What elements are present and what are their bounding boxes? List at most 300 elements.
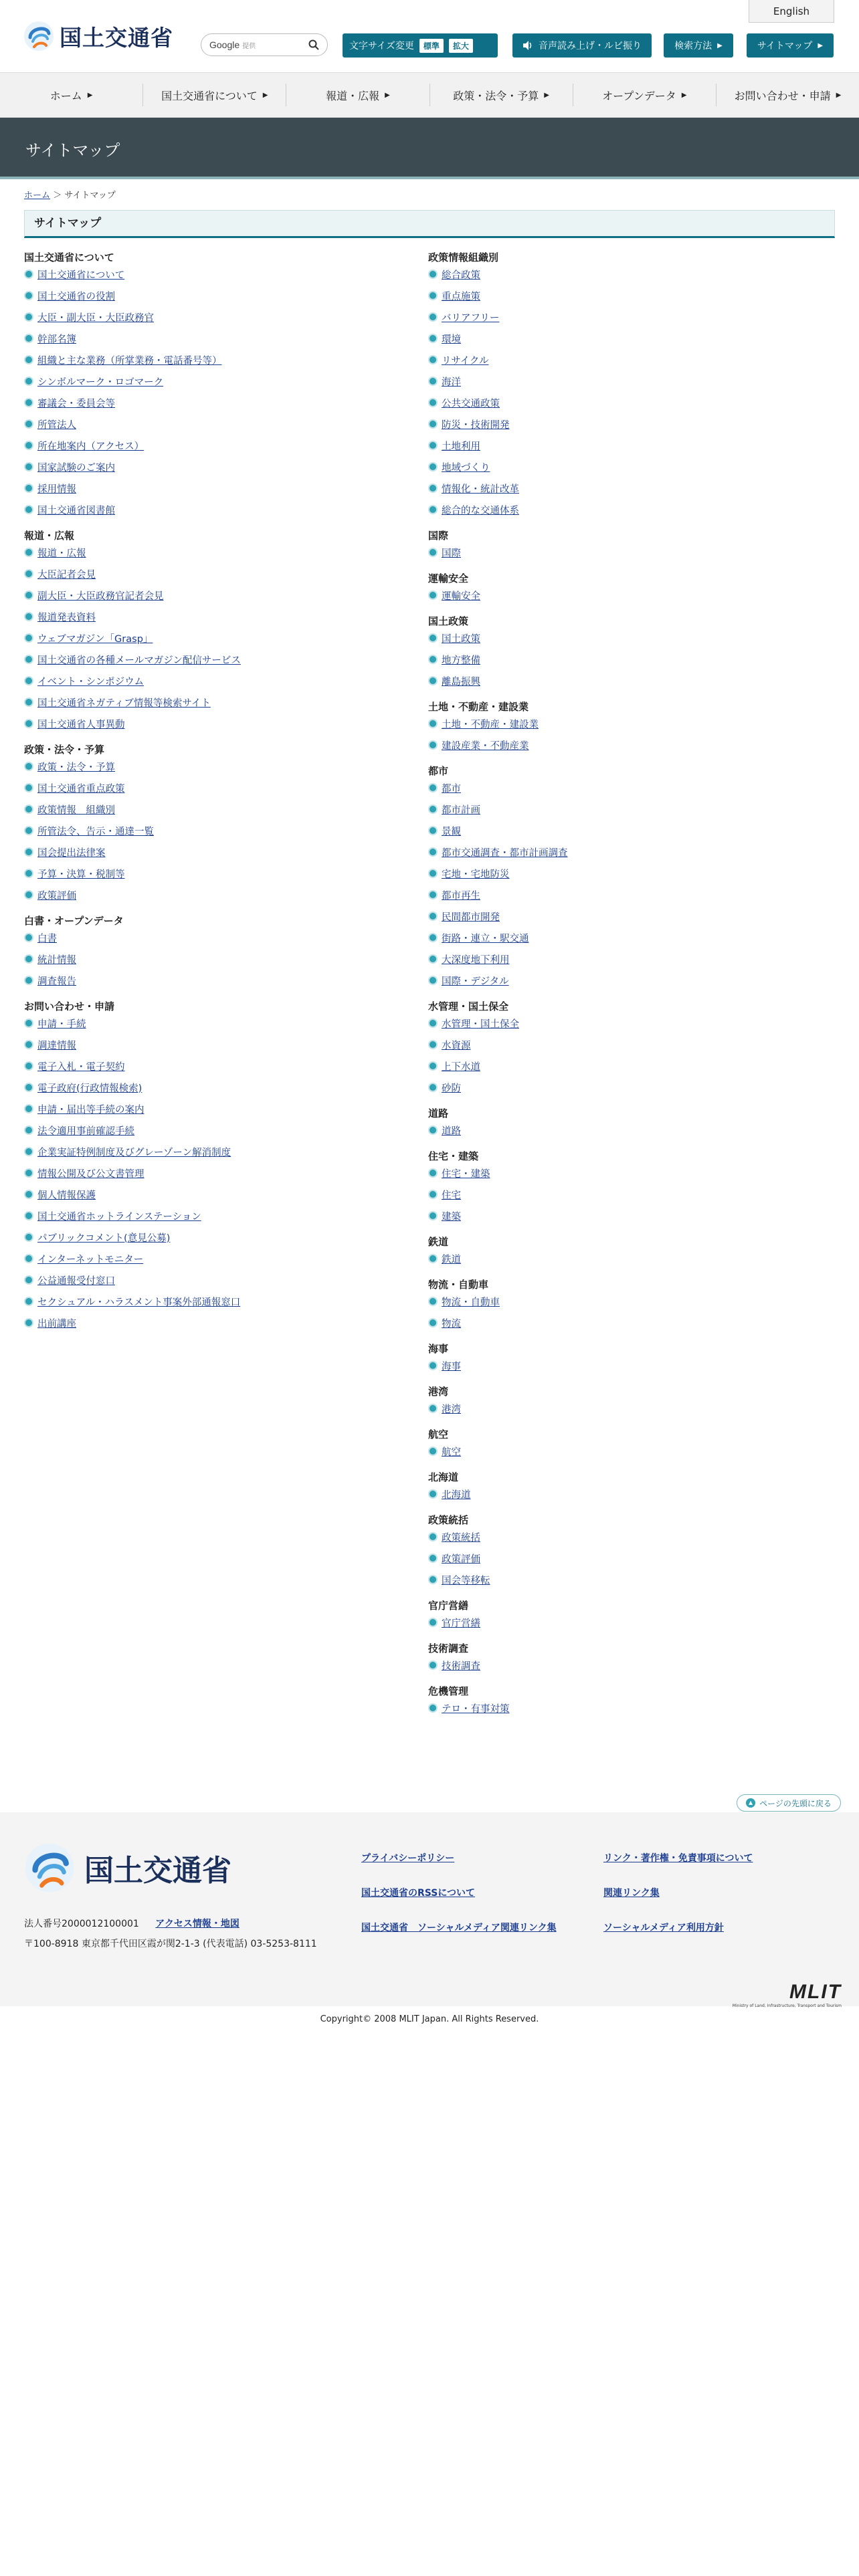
bullet-icon: [24, 783, 33, 792]
sitemap-group-title: 物流・自動車: [428, 1279, 489, 1291]
sitemap-link[interactable]: リサイクル: [442, 355, 489, 366]
sitemap-group-title: お問い合わせ・申請: [24, 1000, 115, 1012]
voice-reader-label: 音声読み上げ・ルビ振り: [539, 41, 642, 51]
sitemap-link[interactable]: バリアフリー: [442, 312, 500, 324]
sitemap-link[interactable]: 調達情報: [37, 1040, 76, 1051]
sitemap-item: [24, 649, 412, 670]
sitemap-link[interactable]: 国家試験のご案内: [37, 462, 115, 473]
sitemap-link[interactable]: 砂防: [442, 1083, 461, 1094]
sitemap-group-title: 土地・不動産・建設業: [428, 701, 529, 713]
bullet-icon: [428, 783, 438, 792]
arrow-right-icon: ▶: [544, 91, 549, 99]
sitemap-link[interactable]: 鉄道: [442, 1254, 461, 1265]
sitemap-group-title: 都市: [428, 765, 449, 777]
back-to-top-button[interactable]: [737, 1794, 841, 1812]
sitemap-item: [428, 542, 816, 563]
sitemap-item: [24, 1269, 412, 1291]
sitemap-item: [24, 798, 412, 820]
bullet-icon: [24, 1040, 33, 1049]
site-footer: [0, 1812, 859, 2006]
speaker-icon: [522, 41, 533, 50]
sitemap-group: [24, 250, 412, 520]
social-media-links-link[interactable]: 国土交通省 ソーシャルメディア関連リンク集: [361, 1923, 557, 1933]
sitemap-link[interactable]: 審議会・委員会等: [37, 398, 115, 409]
bullet-icon: [24, 591, 33, 600]
sitemap-button[interactable]: [747, 33, 834, 58]
search-icon[interactable]: [308, 39, 319, 50]
bullet-icon: [428, 1040, 438, 1049]
sitemap-link[interactable]: 海事: [442, 1361, 461, 1372]
mlit-wordmark: [733, 1981, 842, 2008]
sitemap-right-column: [428, 250, 816, 1727]
sitemap-link[interactable]: 報道発表資料: [37, 612, 96, 623]
breadcrumb-home-link[interactable]: ホーム: [24, 191, 51, 201]
sitemap-item: [428, 499, 816, 520]
bullet-icon: [24, 676, 33, 685]
bullet-icon: [428, 1404, 438, 1413]
bullet-icon: [24, 1211, 33, 1220]
sitemap-link[interactable]: 大臣記者会見: [37, 569, 96, 580]
sitemap-label: サイトマップ: [757, 41, 813, 51]
sitemap-link[interactable]: 電子入札・電子契約: [37, 1061, 125, 1073]
bullet-icon: [24, 1254, 33, 1263]
sitemap-link[interactable]: 運輸安全: [442, 591, 480, 602]
sitemap-item: [428, 1012, 816, 1034]
bullet-icon: [24, 1083, 33, 1092]
bullet-icon: [24, 548, 33, 557]
sitemap-link[interactable]: 街路・連立・駅交通: [442, 933, 529, 944]
sitemap-link[interactable]: 国際・デジタル: [442, 976, 509, 987]
mlit-wordmark-text: MLIT: [789, 1981, 842, 2003]
bullet-icon: [24, 933, 33, 942]
sitemap-item: [428, 1162, 816, 1184]
sitemap-link[interactable]: 所在地案内（アクセス）: [37, 441, 145, 452]
sitemap-link[interactable]: 重点施策: [442, 291, 480, 302]
sitemap-link[interactable]: 官庁営繕: [442, 1618, 480, 1629]
sitemap-group: [428, 700, 816, 756]
sitemap-link[interactable]: 都市: [442, 783, 461, 794]
sitemap-group-title: 報道・広報: [24, 530, 75, 542]
sitemap-link[interactable]: 政策統括: [442, 1532, 480, 1543]
bullet-icon: [24, 398, 33, 407]
bullet-icon: [428, 1575, 438, 1584]
bullet-icon: [428, 911, 438, 921]
social-media-policy-link[interactable]: ソーシャルメディア利用方針: [603, 1923, 724, 1933]
sitemap-link[interactable]: 都市計画: [442, 804, 480, 816]
sitemap-link[interactable]: 建築: [442, 1211, 461, 1222]
sitemap-item: [24, 1141, 412, 1162]
sitemap-link[interactable]: 国土交通省図書館: [37, 505, 115, 516]
sitemap-item: [428, 970, 816, 991]
bullet-icon: [24, 441, 33, 450]
sitemap-link[interactable]: 離島振興: [442, 676, 480, 687]
related-links-link[interactable]: 関連リンク集: [603, 1888, 660, 1899]
bullet-icon: [24, 655, 33, 664]
sitemap-item: [428, 841, 816, 863]
sitemap-group: [428, 1684, 816, 1719]
sitemap-group-title: 国土交通省について: [24, 251, 114, 263]
copyright: Copyright© 2008 MLIT Japan. All Rights Reserved.: [320, 2014, 539, 2024]
sitemap-link[interactable]: 政策評価: [442, 1553, 480, 1565]
sitemap-link[interactable]: パブリックコメント(意見公募): [37, 1232, 171, 1244]
sitemap-item: [428, 927, 816, 948]
sitemap-group-title: 官庁営繕: [428, 1600, 469, 1612]
sitemap-item: [24, 413, 412, 435]
sitemap-link[interactable]: 所管法令、告示・通達一覧: [37, 826, 154, 837]
sitemap-link[interactable]: 住宅・建築: [442, 1168, 490, 1180]
page-title: サイトマップ: [25, 141, 120, 160]
sitemap-item: [428, 435, 816, 456]
sitemap-group-title: 政策・法令・予算: [24, 744, 105, 756]
sitemap-link[interactable]: シンボルマーク・ロゴマーク: [37, 377, 164, 388]
bullet-icon: [428, 484, 438, 493]
text-size-large-button[interactable]: 拡大: [449, 39, 473, 53]
sitemap-item: [428, 820, 816, 841]
sitemap-item: [428, 905, 816, 927]
section-heading: サイトマップ: [24, 210, 835, 238]
sitemap-group: [428, 1470, 816, 1505]
sitemap-group: [24, 914, 412, 991]
bullet-icon: [428, 548, 438, 557]
sitemap-link[interactable]: テロ・有事対策: [442, 1703, 510, 1715]
sitemap-link[interactable]: 統計情報: [37, 954, 76, 966]
bullet-icon: [428, 655, 438, 664]
sitemap-link[interactable]: 組織と主な業務（所掌業務・電話番号等）: [37, 355, 222, 366]
google-label: Google: [209, 39, 240, 50]
sitemap-group: [428, 1277, 816, 1333]
sitemap-link[interactable]: 土地・不動産・建設業: [442, 719, 539, 730]
bullet-icon: [24, 462, 33, 471]
bullet-icon: [24, 505, 33, 514]
sitemap-group-title: 国土政策: [428, 615, 469, 627]
sitemap-link[interactable]: インターネットモニター: [37, 1254, 144, 1265]
sitemap-item: [428, 456, 816, 477]
text-size-standard-button[interactable]: 標準: [419, 39, 444, 53]
english-button[interactable]: English: [749, 0, 834, 23]
sitemap-link[interactable]: 個人情報保護: [37, 1190, 96, 1201]
sitemap-item: [24, 756, 412, 777]
bullet-icon: [428, 291, 438, 300]
sitemap-group-title: 住宅・建築: [428, 1150, 479, 1162]
voice-reader-button[interactable]: [512, 33, 652, 58]
sitemap-item: [24, 392, 412, 413]
sitemap-link[interactable]: 海洋: [442, 377, 461, 388]
privacy-policy-link[interactable]: プライバシーポリシー: [361, 1853, 455, 1864]
text-size-label: 文字サイズ変更: [349, 41, 414, 51]
sitemap-item: [24, 627, 412, 649]
bullet-icon: [24, 869, 33, 878]
sitemap-item: [428, 777, 816, 798]
sitemap-link[interactable]: 土地利用: [442, 441, 480, 452]
sitemap-link[interactable]: 景観: [442, 826, 461, 837]
bullet-icon: [24, 612, 33, 621]
footer-address: 〒100-8918 東京都千代田区霞が関2-1-3 (代表電話) 03-5253-8111: [24, 1939, 317, 1949]
sitemap-link[interactable]: 都市交通調査・都市計画調査: [442, 847, 568, 859]
site-header: [0, 0, 859, 72]
footer-logo-text: 国土交通省: [84, 1854, 231, 1888]
sitemap-group-title: 白書・オープンデータ: [24, 915, 124, 927]
sitemap-link[interactable]: 企業実証特例制度及びグレーゾーン解消制度: [37, 1147, 231, 1158]
sitemap-link[interactable]: 情報化・統計改革: [442, 484, 519, 495]
sitemap-item: [428, 1547, 816, 1569]
sitemap-item: [24, 1034, 412, 1055]
sitemap-item: [24, 306, 412, 328]
sitemap-link[interactable]: 国会等移転: [442, 1575, 490, 1586]
sitemap-item: [24, 927, 412, 948]
corp-number: 法人番号2000012100001: [24, 1919, 139, 1929]
sitemap-link[interactable]: 物流: [442, 1318, 461, 1329]
sitemap-item: [24, 1098, 412, 1119]
sitemap-link[interactable]: 報道・広報: [37, 548, 86, 559]
sitemap-link[interactable]: 出前講座: [37, 1318, 76, 1329]
sitemap-link[interactable]: 政策評価: [37, 890, 76, 901]
rss-link[interactable]: 国土交通省のRSSについて: [361, 1888, 476, 1899]
sitemap-link[interactable]: 水資源: [442, 1040, 471, 1051]
sitemap-item: [24, 1205, 412, 1226]
sitemap-link[interactable]: 公共交通政策: [442, 398, 500, 409]
bullet-icon: [24, 419, 33, 429]
sitemap-link[interactable]: 政策情報 組織別: [37, 804, 115, 816]
sitemap-link[interactable]: 国土交通省について: [37, 270, 125, 281]
global-nav: [0, 72, 859, 118]
bullet-icon: [428, 1254, 438, 1263]
bullet-icon: [24, 312, 33, 322]
sitemap-link[interactable]: 国土交通省ホットラインステーション: [37, 1211, 201, 1222]
sitemap-link[interactable]: 住宅: [442, 1190, 461, 1201]
sitemap-link[interactable]: 国土交通省ネガティブ情報等検索サイト: [37, 697, 211, 709]
sitemap-item: [24, 1162, 412, 1184]
bullet-icon: [24, 1190, 33, 1199]
bullet-icon: [428, 826, 438, 835]
sitemap-link[interactable]: 申請・届出等手続の案内: [37, 1104, 145, 1115]
sitemap-group-title: 政策情報組織別: [428, 251, 499, 263]
footer-corp-info: [24, 1917, 240, 1930]
bullet-icon: [428, 419, 438, 429]
sitemap-item: [24, 542, 412, 563]
sitemap-group: [428, 999, 816, 1098]
sitemap-item: [428, 1248, 816, 1269]
sitemap-link[interactable]: 白書: [37, 933, 57, 944]
bullet-icon: [428, 1190, 438, 1199]
mlit-wordmark-sub: Ministry of Land, Infrastructure, Transport and Tourism: [732, 2004, 842, 2008]
bullet-icon: [428, 1446, 438, 1456]
sitemap-link[interactable]: 都市再生: [442, 890, 480, 901]
sitemap-item: [24, 1184, 412, 1205]
sitemap-group: [428, 571, 816, 606]
sitemap-item: [24, 584, 412, 606]
sitemap-group: [428, 1598, 816, 1633]
sitemap-link[interactable]: 上下水道: [442, 1061, 480, 1073]
bullet-icon: [428, 976, 438, 985]
sitemap-link[interactable]: 国土交通省重点政策: [37, 783, 125, 794]
sitemap-link[interactable]: イベント・シンポジウム: [37, 676, 144, 687]
sitemap-link[interactable]: 建設産業・不動産業: [442, 740, 529, 752]
sitemap-item: [24, 328, 412, 349]
sitemap-item: [24, 863, 412, 884]
bullet-icon: [428, 270, 438, 279]
sitemap-link[interactable]: 港湾: [442, 1404, 461, 1415]
bullet-icon: [24, 291, 33, 300]
sitemap-item: [24, 563, 412, 584]
sitemap-link[interactable]: 技術調査: [442, 1660, 480, 1672]
sitemap-link[interactable]: 国土交通省の各種メールマガジン配信サービス: [37, 655, 241, 666]
sitemap-link[interactable]: 幹部名簿: [37, 334, 76, 345]
page-title-band: [0, 118, 859, 179]
sitemap-link[interactable]: 所管法人: [37, 419, 76, 431]
sitemap-link[interactable]: 総合的な交通体系: [442, 505, 519, 516]
sitemap-link[interactable]: 予算・決算・税制等: [37, 869, 125, 880]
sitemap-link[interactable]: 電子政府(行政情報検索): [37, 1083, 142, 1094]
sitemap-link[interactable]: 国土交通省人事異動: [37, 719, 125, 730]
sitemap-item: [428, 1654, 816, 1676]
sitemap-link[interactable]: 総合政策: [442, 270, 480, 281]
sitemap-item: [428, 349, 816, 370]
sitemap-group-title: 北海道: [428, 1471, 459, 1483]
mlit-logo-icon: [23, 19, 54, 53]
sitemap-link[interactable]: 申請・手続: [37, 1018, 86, 1030]
sitemap-link[interactable]: 副大臣・大臣政務官記者会見: [37, 591, 164, 602]
sitemap-item: [428, 1569, 816, 1590]
sitemap-item: [24, 948, 412, 970]
search-method-button[interactable]: [664, 33, 733, 58]
sitemap-group-title: 道路: [428, 1107, 449, 1119]
sitemap-link[interactable]: 物流・自動車: [442, 1297, 500, 1308]
bullet-icon: [24, 334, 33, 343]
bullet-icon: [428, 462, 438, 471]
bullet-icon: [24, 1168, 33, 1178]
sitemap-item: [428, 649, 816, 670]
sitemap-item: [24, 1226, 412, 1248]
sitemap-link[interactable]: 地域づくり: [442, 462, 490, 473]
sitemap-item: [24, 1291, 412, 1312]
sitemap-link[interactable]: 防災・技術開発: [442, 419, 510, 431]
bullet-icon: [24, 1104, 33, 1113]
access-map-link[interactable]: アクセス情報・地図: [155, 1919, 240, 1929]
bullet-icon: [24, 1018, 33, 1028]
gnav-item-about[interactable]: 国土交通省について ▶: [142, 84, 286, 106]
sitemap-link[interactable]: 公益通報受付窓口: [37, 1275, 115, 1287]
sitemap-link[interactable]: 情報公開及び公文書管理: [37, 1168, 145, 1180]
sitemap-link[interactable]: 国土政策: [442, 633, 480, 645]
sitemap-group: [428, 1384, 816, 1419]
back-to-top-label: ページの先頭に戻る: [759, 1798, 832, 1808]
sitemap-item: [24, 841, 412, 863]
sitemap-item: [428, 370, 816, 392]
sitemap-link[interactable]: ウェブマガジン「Grasp」: [37, 633, 153, 645]
sitemap-link[interactable]: 政策・法令・予算: [37, 762, 115, 773]
sitemap-link[interactable]: 地方整備: [442, 655, 480, 666]
gnav-item-home[interactable]: ホーム ▶: [50, 89, 93, 102]
sitemap-link[interactable]: 水管理・国土保全: [442, 1018, 519, 1030]
bullet-icon: [24, 484, 33, 493]
gnav-item-contact[interactable]: お問い合わせ・申請 ▶: [716, 84, 859, 106]
sitemap-group: [428, 1106, 816, 1141]
sitemap-item: [24, 820, 412, 841]
search-box[interactable]: [201, 33, 328, 56]
sitemap-link[interactable]: 大臣・副大臣・大臣政務官: [37, 312, 154, 324]
sitemap-item: [428, 1355, 816, 1376]
sitemap-link[interactable]: 大深度地下利用: [442, 954, 510, 966]
sitemap-link[interactable]: 調査報告: [37, 976, 76, 987]
sitemap-link[interactable]: 道路: [442, 1125, 461, 1137]
sitemap-link[interactable]: 国際: [442, 548, 461, 559]
sitemap-group: [24, 999, 412, 1333]
sitemap-link[interactable]: 国土交通省の役割: [37, 291, 115, 302]
sitemap-link[interactable]: 国会提出法律案: [37, 847, 106, 859]
bullet-icon: [428, 1361, 438, 1370]
sitemap-link[interactable]: 宅地・宅地防災: [442, 869, 510, 880]
sitemap-item: [24, 1248, 412, 1269]
sitemap-item: [24, 1055, 412, 1077]
sitemap-group: [24, 742, 412, 905]
sitemap-item: [428, 285, 816, 306]
sitemap-item: [428, 1055, 816, 1077]
bullet-icon: [24, 1297, 33, 1306]
gnav-item-policy[interactable]: 政策・法令・予算 ▶: [430, 84, 573, 106]
bullet-icon: [428, 505, 438, 514]
bullet-icon: [428, 869, 438, 878]
sitemap-group: [428, 614, 816, 691]
sitemap-item: [428, 477, 816, 499]
bullet-icon: [24, 377, 33, 386]
sitemap-item: [428, 1034, 816, 1055]
bullet-icon: [428, 1168, 438, 1178]
sitemap-group: [428, 528, 816, 563]
arrow-right-icon: ▶: [87, 91, 93, 99]
bullet-icon: [428, 890, 438, 899]
bullet-icon: [428, 1061, 438, 1071]
sitemap-link[interactable]: 北海道: [442, 1489, 471, 1501]
sitemap-link[interactable]: セクシュアル・ハラスメント事案外部通報窓口: [37, 1297, 241, 1308]
arrow-up-icon: ▲: [746, 1798, 755, 1808]
bullet-icon: [428, 1703, 438, 1713]
arrow-right-icon: ▶: [681, 91, 687, 99]
bullet-icon: [428, 1083, 438, 1092]
sitemap-group: [428, 764, 816, 991]
sitemap-link[interactable]: 法令適用事前確認手続: [37, 1125, 134, 1137]
sitemap-link[interactable]: 環境: [442, 334, 461, 345]
sitemap-item: [24, 477, 412, 499]
sitemap-group: [428, 250, 816, 520]
sitemap-link[interactable]: 航空: [442, 1446, 461, 1458]
sitemap-link[interactable]: 民間都市開発: [442, 911, 500, 923]
gnav-item-opendata[interactable]: オープンデータ ▶: [573, 84, 716, 106]
mlit-logo-icon: [24, 1839, 75, 1897]
sitemap-link[interactable]: 採用情報: [37, 484, 76, 495]
bullet-icon: [24, 633, 33, 643]
site-logo[interactable]: [23, 19, 173, 53]
bullet-icon: [24, 1125, 33, 1135]
bullet-icon: [428, 1318, 438, 1327]
footer-logo[interactable]: [24, 1839, 231, 1897]
bullet-icon: [24, 890, 33, 899]
bullet-icon: [428, 719, 438, 728]
sitemap-item: [428, 263, 816, 285]
arrow-right-icon: ▶: [385, 91, 390, 99]
arrow-right-icon: ▶: [818, 41, 824, 49]
bullet-icon: [24, 355, 33, 364]
sitemap-item: [428, 1312, 816, 1333]
sitemap-left-column: [24, 250, 412, 1341]
copyright-disclaimer-link[interactable]: リンク・著作権・免責事項について: [603, 1853, 753, 1864]
sitemap-item: [24, 1119, 412, 1141]
bullet-icon: [428, 312, 438, 322]
sitemap-item: [428, 584, 816, 606]
gnav-item-press[interactable]: 報道・広報 ▶: [286, 84, 429, 106]
bullet-icon: [428, 1297, 438, 1306]
bullet-icon: [428, 441, 438, 450]
bullet-icon: [24, 1147, 33, 1156]
